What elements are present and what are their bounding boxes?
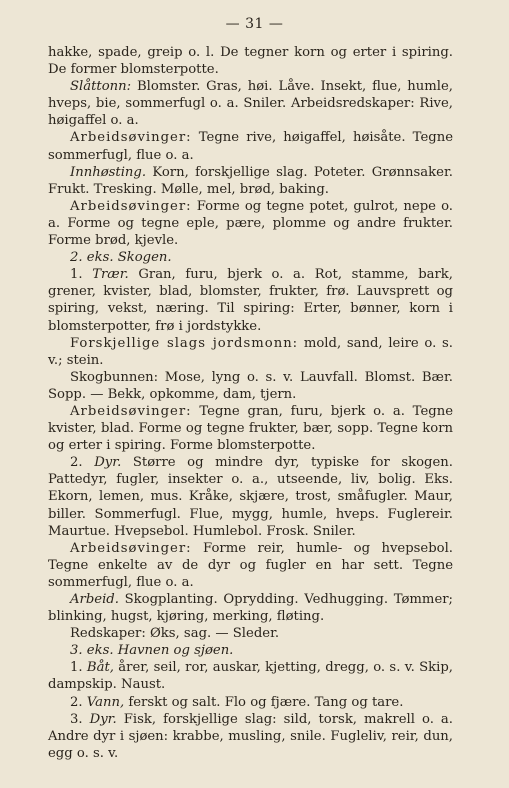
paragraph-bat bbox=[48, 659, 453, 693]
paragraph-dyr-sjoen bbox=[48, 711, 453, 762]
paragraph-innhosting bbox=[48, 164, 453, 198]
paragraph-traer bbox=[48, 266, 453, 334]
text-traer: Gran, furu, bjerk o. a. Rot, stamme, bark, grener, kvister, blad, blomster, frukter, frø. Lauvsprett og spiring, vekst, næring. Til spiring: Erter, bønner, korn i blomsterpotter, frø i jordstykke. bbox=[48, 267, 453, 334]
text-arbeidsovinger-1: Tegne rive, høigaffel, høisåte. Tegne sommerfugl, flue o. a. bbox=[48, 130, 453, 163]
text-dyr-sjoen: Fisk, forskjellige slag: sild, torsk, makrell o. a. Andre dyr i sjøen: krabbe, musling, snile. Fugleliv, reir, dun, egg o. s. v. bbox=[48, 711, 453, 761]
paragraph-arbeidsovinger-4 bbox=[48, 540, 453, 591]
text-bat: årer, seil, ror, auskar, kjetting, dregg, o. s. v. Skip, dampskip. Naust. bbox=[48, 660, 453, 693]
label-arbeidsovinger-3: Arbeidsøvinger: bbox=[70, 403, 192, 419]
num-vann: 2. bbox=[70, 694, 83, 710]
heading-dyr: Dyr. bbox=[94, 455, 122, 471]
heading-bat: Båt, bbox=[86, 660, 114, 676]
paragraph-1: hakke, spade, greip o. l. De tegner korn og erter i spiring. De former blomsterpotte. bbox=[48, 45, 453, 78]
num-bat: 1. bbox=[70, 660, 83, 676]
text-arbeid: Skogplanting. Oprydding. Vedhugging. Tømmer; blinking, hugst, kjøring, merking, fløting. bbox=[48, 592, 453, 625]
label-arbeidsovinger-1: Arbeidsøvinger: bbox=[70, 130, 192, 146]
paragraph-dyr bbox=[48, 454, 453, 539]
paragraph-skogbunnen: Skogbunnen: Mose, lyng o. s. v. Lauvfall. Blomst. Bær. Sopp. — Bekk, opkomme, dam, tjern. bbox=[48, 369, 453, 402]
num-traer: 1. bbox=[70, 267, 83, 283]
paragraph-slattonn bbox=[48, 78, 453, 129]
text-slattonn: Blomster. Gras, høi. Låve. Insekt, flue, humle, hveps, bie, sommerfugl o. a. Sniler. Arbeidsredskaper: Rive, høigaffel o. a. bbox=[48, 79, 453, 129]
paragraph-arbeidsovinger-1 bbox=[48, 129, 453, 163]
text-arbeidsovinger-3: Tegne gran, furu, bjerk o. a. Tegne kvister, blad. Forme og tegne frukter, bær, sopp. Tegne korn og erter i spiring. Forme blomsterpotte. bbox=[48, 403, 453, 454]
label-arbeidsovinger-2: Arbeidsøvinger: bbox=[70, 198, 192, 214]
paragraph-redskaper: Redskaper: Øks, sag. — Sleder. bbox=[70, 626, 280, 642]
page-number: — 31 — bbox=[225, 16, 284, 32]
section-heading-havnen: 3. eks. Havnen og sjøen. bbox=[70, 643, 234, 659]
text-innhosting: Korn, forskjellige slag. Poteter. Grønnsaker. Frukt. Tresking. Mølle, mel, brød, baking. bbox=[48, 164, 453, 197]
paragraph-jordsmonn bbox=[48, 335, 453, 369]
heading-vann: Vann, bbox=[86, 694, 125, 710]
heading-dyr-sjoen: Dyr. bbox=[89, 711, 117, 727]
text-arbeidsovinger-2: Forme og tegne potet, gulrot, nepe o. a. Forme og tegne eple, pære, plomme og andre frukter. Forme brød, kjevle. bbox=[48, 198, 453, 249]
label-arbeidsovinger-4: Arbeidsøvinger: bbox=[70, 540, 192, 556]
paragraph-arbeid bbox=[48, 591, 453, 625]
page-text bbox=[48, 44, 453, 762]
text-arbeidsovinger-4: Forme reir, humle- og hvepsebol. Tegne enkelte av de dyr og fugler en har sett. Tegne sommerfugl, flue o. a. bbox=[48, 540, 453, 590]
paragraph-vann bbox=[48, 694, 453, 711]
num-dyr: 2. bbox=[70, 455, 83, 471]
heading-arbeid: Arbeid. bbox=[70, 592, 119, 607]
heading-innhosting: Innhøsting. bbox=[70, 164, 147, 180]
paragraph-arbeidsovinger-3 bbox=[48, 403, 453, 454]
heading-traer: Trær. bbox=[92, 267, 129, 283]
text-vann: ferskt og salt. Flo og fjære. Tang og tare. bbox=[124, 694, 404, 710]
num-dyr-sjoen: 3. bbox=[70, 711, 83, 727]
paragraph-arbeidsovinger-2 bbox=[48, 198, 453, 249]
text-dyr: Større og mindre dyr, typiske for skogen. Pattedyr, fugler, insekter o. a., utseende, liv, bolig. Eks. Ekorn, lemen, mus. Kråke, skjære, trost, småfugler. Maur, biller. Sommerfugl. Flue, mygg, humle, hveps. Fuglereir. Maurtue. Hvepsebol. Humlebol. Frosk. Sniler. bbox=[48, 455, 453, 539]
label-jordsmonn: Forskjellige slags jordsmonn: bbox=[70, 335, 299, 351]
section-heading-skogen: 2. eks. Skogen. bbox=[70, 250, 172, 266]
text-jordsmonn: mold, sand, leire o. s. v.; stein. bbox=[48, 335, 453, 368]
heading-slattonn: Slåttonn: bbox=[70, 79, 132, 95]
